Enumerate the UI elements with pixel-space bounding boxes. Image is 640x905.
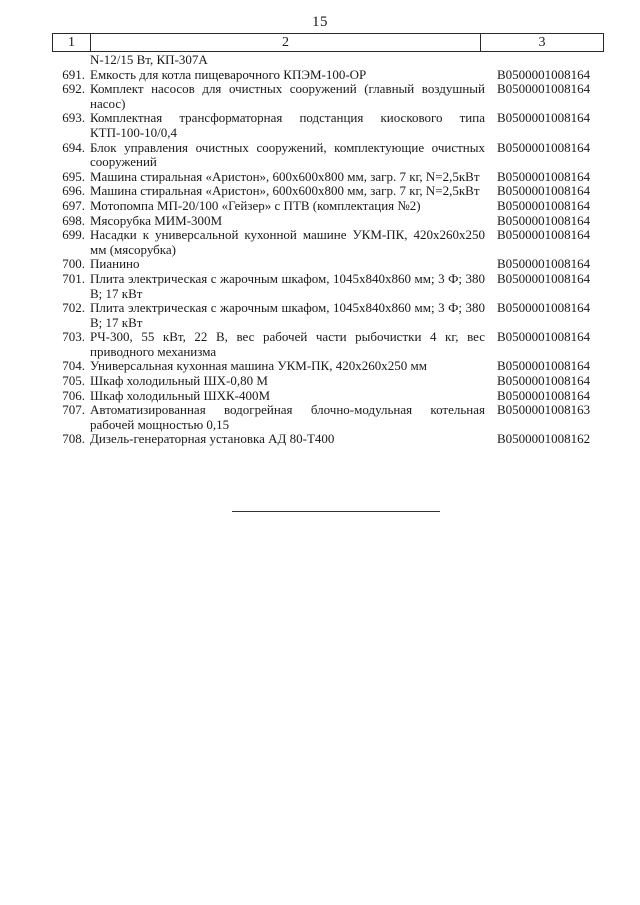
- row-number: 707.: [62, 402, 85, 418]
- table-row: [52, 272, 604, 301]
- item-name: Автоматизированная водогрейная блочно-модульная котельная рабочей мощностью 0,15: [90, 402, 485, 432]
- header-column-3: 3: [538, 35, 546, 50]
- table-row: [52, 184, 604, 199]
- row-number: 698.: [62, 212, 85, 228]
- item-code: B0500001008164: [497, 387, 591, 403]
- item-code: B0500001008164: [497, 227, 591, 243]
- page-number: 15: [312, 14, 328, 30]
- row-number: 701.: [62, 270, 85, 286]
- item-code: B0500001008164: [497, 66, 591, 82]
- item-name: Мясорубка МИМ-300М: [90, 212, 223, 228]
- table-row: [52, 389, 604, 404]
- item-name: Мотопомпа МП-20/100 «Гейзер» с ПТВ (комплектация №2): [90, 197, 421, 213]
- table-row: [52, 228, 604, 257]
- table-row: [52, 403, 604, 432]
- row-number: 702.: [62, 300, 85, 316]
- row-number: 692.: [62, 81, 85, 97]
- table-row: [52, 301, 604, 330]
- row-number: 699.: [62, 227, 85, 243]
- item-code: B0500001008164: [497, 168, 591, 184]
- row-number: 696.: [62, 183, 85, 199]
- item-code: B0500001008164: [497, 81, 591, 97]
- item-name: Плита электрическая с жарочным шкафом, 1045x840x860 мм; 3 Ф; 380 В; 17 кВт: [90, 270, 485, 301]
- table-row: [52, 199, 604, 214]
- row-number: 694.: [62, 139, 85, 155]
- item-name: Насадки к универсальной кухонной машине УКМ-ПК, 420x260x250 мм (мясорубка): [90, 227, 485, 257]
- row-number: 697.: [62, 197, 85, 213]
- table-row: [52, 111, 604, 140]
- row-number: 708.: [62, 431, 85, 447]
- item-code: B0500001008164: [497, 197, 591, 213]
- row-number: 700.: [62, 256, 85, 272]
- row-number: 695.: [62, 168, 85, 184]
- item-name: Шкаф холодильный ШХК-400М: [90, 387, 271, 403]
- item-name: Дизель-генераторная установка АД 80-Т400: [90, 431, 335, 447]
- item-name: Шкаф холодильный ШХ-0,80 М: [90, 373, 268, 389]
- row-number: 704.: [62, 358, 85, 374]
- item-code: B0500001008164: [497, 183, 591, 199]
- row-number: 705.: [62, 373, 85, 389]
- item-name: Машина стиральная «Аристон», 600x600x800 мм, загр. 7 кг, N=2,5кВт: [90, 168, 480, 184]
- item-name: N-12/15 Вт, КП-307А: [90, 52, 208, 67]
- item-code: B0500001008164: [497, 329, 591, 345]
- item-code: B0500001008164: [497, 139, 591, 155]
- row-number: [52, 53, 90, 68]
- item-name: РЧ-300, 55 кВт, 22 В, вес рабочей части рыбочистки 4 кг, вес приводного механизма: [90, 329, 485, 359]
- item-code: B0500001008164: [497, 256, 591, 272]
- item-name: Комплект насосов для очистных сооружений (главный воздушный насос): [90, 81, 485, 111]
- table-row: [52, 141, 604, 170]
- item-name: Комплектная трансформаторная подстанция киоскового типа КТП-100-10/0,4: [90, 110, 485, 140]
- item-code: B0500001008164: [497, 110, 591, 126]
- table-header: [52, 33, 604, 52]
- header-column-1: 1: [53, 34, 91, 51]
- table-row: [52, 359, 604, 374]
- item-code: [485, 53, 604, 68]
- item-code: B0500001008164: [497, 300, 591, 316]
- item-name: Машина стиральная «Аристон», 600x600x800 мм, загр. 7 кг, N=2,5кВт: [90, 183, 480, 199]
- item-code: B0500001008163: [497, 402, 591, 418]
- item-code: B0500001008164: [497, 358, 591, 374]
- item-code: B0500001008162: [497, 431, 591, 447]
- table-row: [52, 53, 604, 68]
- table-row: [52, 257, 604, 272]
- table-row: [52, 82, 604, 111]
- item-code: B0500001008164: [497, 212, 591, 228]
- row-number: 703.: [62, 329, 85, 345]
- table-row: [52, 432, 604, 447]
- item-name: Плита электрическая с жарочным шкафом, 1045x840x860 мм; 3 Ф; 380 В; 17 кВт: [90, 300, 485, 330]
- table-row: [52, 214, 604, 229]
- table-row: [52, 170, 604, 185]
- header-column-2: 2: [91, 34, 481, 51]
- row-number: 691.: [62, 66, 85, 82]
- row-number: 693.: [62, 110, 85, 126]
- row-number: 706.: [62, 387, 85, 403]
- item-name: Емкость для котла пищеварочного КПЭМ-100-ОР: [90, 66, 367, 82]
- end-of-list-divider: [232, 511, 440, 512]
- table-body: [52, 53, 604, 447]
- table-row: [52, 68, 604, 83]
- item-code: B0500001008164: [497, 373, 591, 389]
- table-row: [52, 330, 604, 359]
- table-row: [52, 374, 604, 389]
- item-name: Пианино: [90, 256, 140, 272]
- item-name: Блок управления очистных сооружений, комплектующие очистных сооружений: [90, 139, 485, 170]
- item-code: B0500001008164: [497, 270, 591, 286]
- item-name: Универсальная кухонная машина УКМ-ПК, 420x260x250 мм: [90, 358, 427, 374]
